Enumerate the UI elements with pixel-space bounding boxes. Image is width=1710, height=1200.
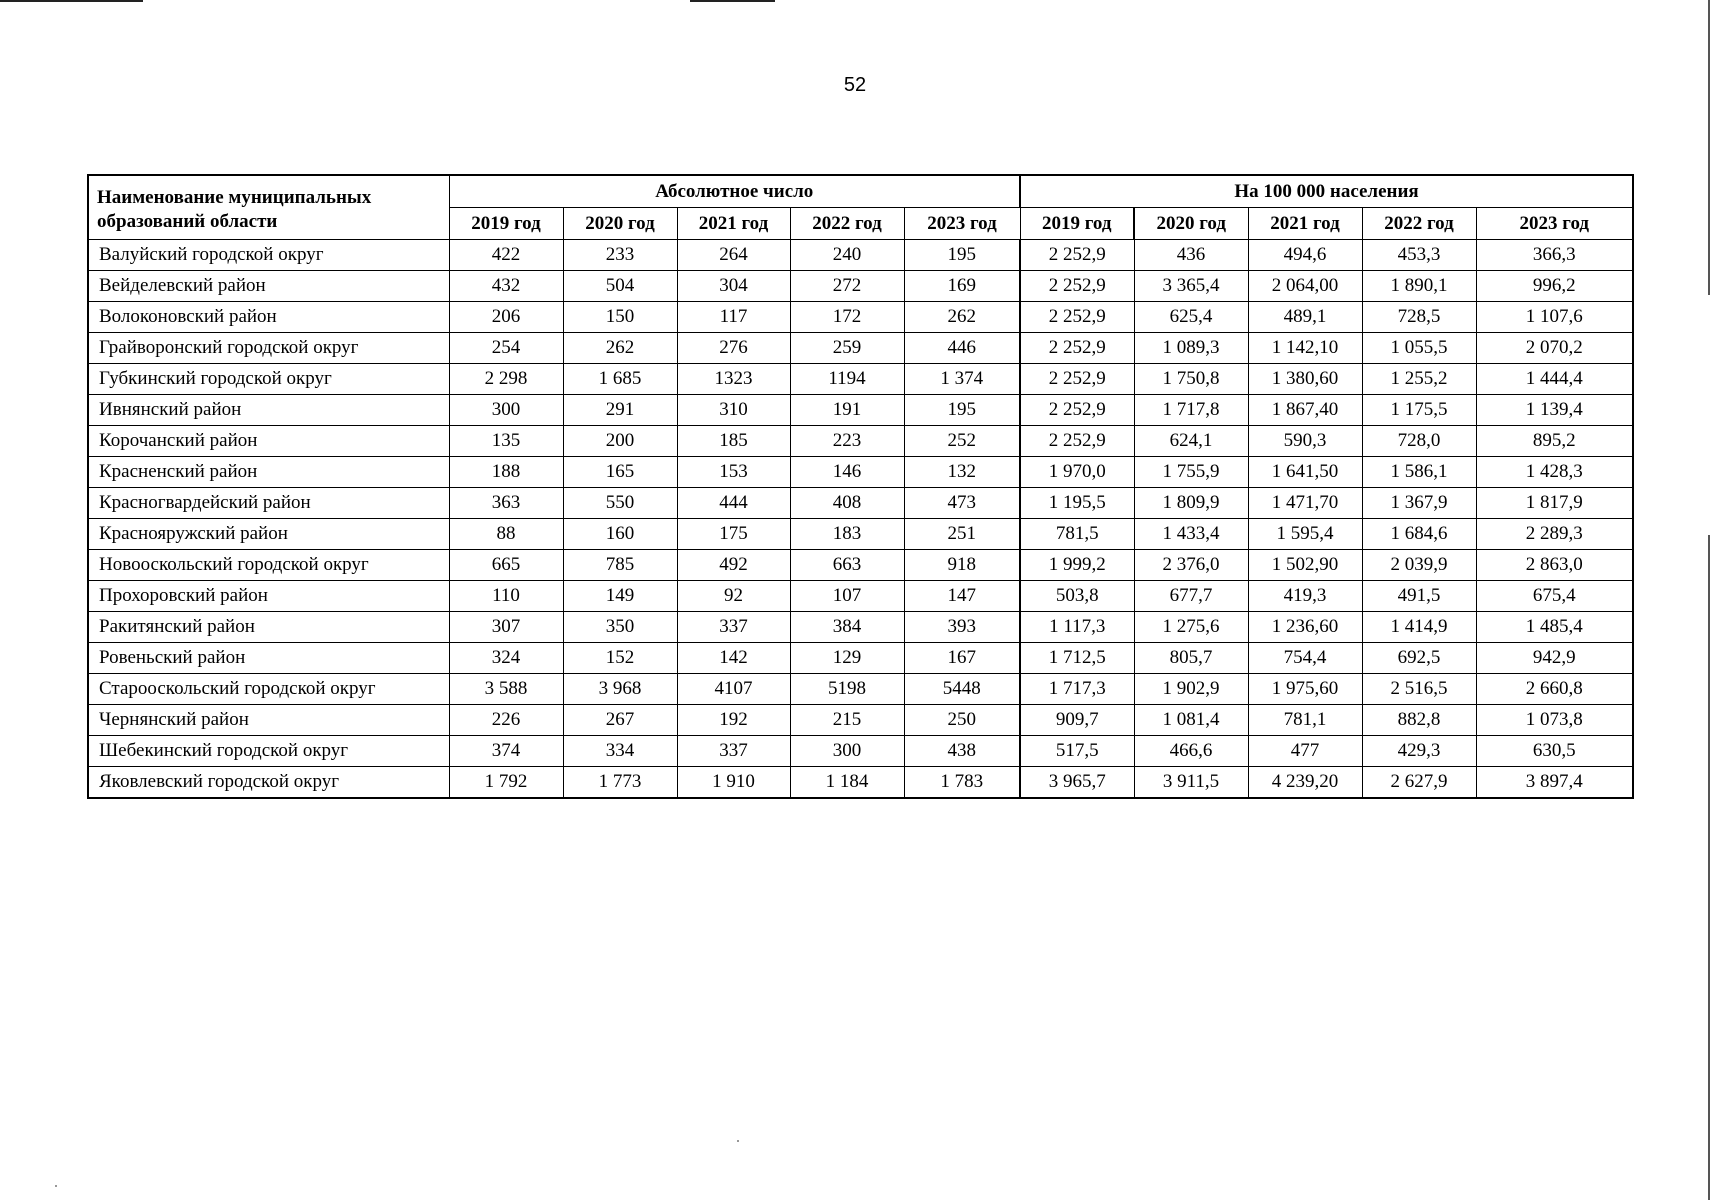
per-100000-value-cell: 2 039,9: [1362, 550, 1476, 581]
per-100000-value-cell: 1 485,4: [1476, 612, 1633, 643]
municipality-name-cell: Чернянский район: [88, 705, 449, 736]
per-100000-value-cell: 781,1: [1248, 705, 1362, 736]
municipality-name-cell: Губкинский городской округ: [88, 364, 449, 395]
absolute-value-cell: 129: [790, 643, 904, 674]
municipality-column-header: Наименование муниципальных образований области: [88, 175, 449, 240]
absolute-value-cell: 1 184: [790, 767, 904, 799]
absolute-value-cell: 304: [677, 271, 790, 302]
municipality-name-cell: Ровеньский район: [88, 643, 449, 674]
absolute-value-cell: 195: [904, 240, 1020, 271]
absolute-value-cell: 5198: [790, 674, 904, 705]
per-100000-value-cell: 1 641,50: [1248, 457, 1362, 488]
per-100000-value-cell: 2 376,0: [1134, 550, 1248, 581]
per-100000-value-cell: 1 902,9: [1134, 674, 1248, 705]
year-header: 2021 год: [677, 208, 790, 240]
absolute-value-cell: 160: [563, 519, 677, 550]
per-100000-value-cell: 1 755,9: [1134, 457, 1248, 488]
absolute-value-cell: 88: [449, 519, 563, 550]
per-100000-value-cell: 996,2: [1476, 271, 1633, 302]
absolute-value-cell: 165: [563, 457, 677, 488]
municipality-name-cell: Вейделевский район: [88, 271, 449, 302]
per-100000-value-cell: 3 897,4: [1476, 767, 1633, 799]
scan-artifact-line: [0, 0, 143, 2]
per-100000-value-cell: 1 586,1: [1362, 457, 1476, 488]
absolute-value-cell: 107: [790, 581, 904, 612]
per-100000-value-cell: 1 175,5: [1362, 395, 1476, 426]
table-row: [88, 364, 1633, 395]
absolute-value-cell: 3 968: [563, 674, 677, 705]
per-100000-value-cell: 1 502,90: [1248, 550, 1362, 581]
absolute-value-cell: 785: [563, 550, 677, 581]
scan-artifact-line: [690, 0, 775, 2]
table-row: [88, 333, 1633, 364]
absolute-value-cell: 215: [790, 705, 904, 736]
absolute-value-cell: 142: [677, 643, 790, 674]
per-100000-value-cell: 909,7: [1020, 705, 1134, 736]
per-100000-value-cell: 1 717,3: [1020, 674, 1134, 705]
absolute-value-cell: 1323: [677, 364, 790, 395]
per-100000-value-cell: 692,5: [1362, 643, 1476, 674]
absolute-value-cell: 251: [904, 519, 1020, 550]
scan-speck: [737, 1140, 739, 1142]
per-100000-value-cell: 489,1: [1248, 302, 1362, 333]
table-row: [88, 767, 1633, 799]
absolute-value-cell: 384: [790, 612, 904, 643]
per-100000-value-cell: 1 717,8: [1134, 395, 1248, 426]
absolute-value-cell: 310: [677, 395, 790, 426]
table-row: [88, 736, 1633, 767]
absolute-value-cell: 240: [790, 240, 904, 271]
absolute-value-cell: 300: [790, 736, 904, 767]
per-100000-value-cell: 625,4: [1134, 302, 1248, 333]
absolute-value-cell: 233: [563, 240, 677, 271]
per-100000-value-cell: 3 965,7: [1020, 767, 1134, 799]
absolute-value-cell: 195: [904, 395, 1020, 426]
absolute-value-cell: 276: [677, 333, 790, 364]
per-100000-value-cell: 677,7: [1134, 581, 1248, 612]
absolute-value-cell: 1 773: [563, 767, 677, 799]
scan-speck: [55, 1185, 57, 1187]
absolute-value-cell: 492: [677, 550, 790, 581]
absolute-value-cell: 438: [904, 736, 1020, 767]
absolute-value-cell: 422: [449, 240, 563, 271]
per-100000-value-cell: 1 195,5: [1020, 488, 1134, 519]
municipality-name-cell: Валуйский городской округ: [88, 240, 449, 271]
per-100000-value-cell: 1 275,6: [1134, 612, 1248, 643]
per-100000-value-cell: 2 660,8: [1476, 674, 1633, 705]
table-row: [88, 674, 1633, 705]
per-100000-value-cell: 2 516,5: [1362, 674, 1476, 705]
per-100000-value-cell: 630,5: [1476, 736, 1633, 767]
municipality-name-cell: Ракитянский район: [88, 612, 449, 643]
absolute-value-cell: 188: [449, 457, 563, 488]
absolute-value-cell: 146: [790, 457, 904, 488]
per-100000-value-cell: 1 236,60: [1248, 612, 1362, 643]
absolute-value-cell: 132: [904, 457, 1020, 488]
year-header: 2023 год: [904, 208, 1020, 240]
absolute-value-cell: 259: [790, 333, 904, 364]
absolute-value-cell: 135: [449, 426, 563, 457]
absolute-value-cell: 1 910: [677, 767, 790, 799]
absolute-value-cell: 252: [904, 426, 1020, 457]
per-100000-value-cell: 1 712,5: [1020, 643, 1134, 674]
per-100000-value-cell: 3 365,4: [1134, 271, 1248, 302]
per-100000-value-cell: 466,6: [1134, 736, 1248, 767]
municipality-name-cell: Краснояружский район: [88, 519, 449, 550]
absolute-value-cell: 264: [677, 240, 790, 271]
absolute-value-cell: 432: [449, 271, 563, 302]
per-100000-value-cell: 436: [1134, 240, 1248, 271]
year-header: 2022 год: [1362, 208, 1476, 240]
absolute-value-cell: 149: [563, 581, 677, 612]
per-100000-value-cell: 1 975,60: [1248, 674, 1362, 705]
municipality-name-cell: Красногвардейский район: [88, 488, 449, 519]
per-100000-value-cell: 805,7: [1134, 643, 1248, 674]
table-row: [88, 581, 1633, 612]
per-100000-value-cell: 2 627,9: [1362, 767, 1476, 799]
municipality-name-cell: Корочанский район: [88, 426, 449, 457]
municipality-name-cell: Грайворонский городской округ: [88, 333, 449, 364]
per-100000-value-cell: 728,0: [1362, 426, 1476, 457]
municipality-name-cell: Шебекинский городской округ: [88, 736, 449, 767]
year-header: 2023 год: [1476, 208, 1633, 240]
absolute-value-cell: 663: [790, 550, 904, 581]
table-row: [88, 519, 1633, 550]
absolute-value-cell: 192: [677, 705, 790, 736]
municipality-name-cell: Красненский район: [88, 457, 449, 488]
absolute-value-cell: 172: [790, 302, 904, 333]
absolute-value-cell: 504: [563, 271, 677, 302]
per-100000-value-cell: 2 289,3: [1476, 519, 1633, 550]
statistics-table: [87, 174, 1634, 799]
per-100000-value-cell: 477: [1248, 736, 1362, 767]
absolute-value-cell: 444: [677, 488, 790, 519]
table-row: [88, 302, 1633, 333]
absolute-value-cell: 153: [677, 457, 790, 488]
absolute-value-cell: 150: [563, 302, 677, 333]
per-100000-value-cell: 1 867,40: [1248, 395, 1362, 426]
per-100000-value-cell: 1 970,0: [1020, 457, 1134, 488]
absolute-value-cell: 334: [563, 736, 677, 767]
municipality-name-cell: Старооскольский городской округ: [88, 674, 449, 705]
absolute-value-cell: 446: [904, 333, 1020, 364]
absolute-value-cell: 147: [904, 581, 1020, 612]
absolute-value-cell: 337: [677, 736, 790, 767]
absolute-value-cell: 200: [563, 426, 677, 457]
group-header-row: [88, 175, 1633, 208]
table-row: [88, 271, 1633, 302]
absolute-value-cell: 152: [563, 643, 677, 674]
per-100000-value-cell: 491,5: [1362, 581, 1476, 612]
per-100000-value-cell: 1 444,4: [1476, 364, 1633, 395]
absolute-value-cell: 183: [790, 519, 904, 550]
per-100000-value-cell: 1 117,3: [1020, 612, 1134, 643]
table-row: [88, 426, 1633, 457]
absolute-value-cell: 350: [563, 612, 677, 643]
table-row: [88, 240, 1633, 271]
absolute-value-cell: 272: [790, 271, 904, 302]
table-row: [88, 643, 1633, 674]
per-100000-value-cell: 1 107,6: [1476, 302, 1633, 333]
per-100000-value-cell: 1 139,4: [1476, 395, 1633, 426]
table-row: [88, 488, 1633, 519]
per-100000-value-cell: 942,9: [1476, 643, 1633, 674]
per-100000-value-cell: 895,2: [1476, 426, 1633, 457]
absolute-value-cell: 2 298: [449, 364, 563, 395]
absolute-value-cell: 250: [904, 705, 1020, 736]
year-header: 2022 год: [790, 208, 904, 240]
per-100000-value-cell: 675,4: [1476, 581, 1633, 612]
absolute-value-cell: 117: [677, 302, 790, 333]
per-100000-value-cell: 1 255,2: [1362, 364, 1476, 395]
per-100000-value-cell: 882,8: [1362, 705, 1476, 736]
per-100000-value-cell: 1 073,8: [1476, 705, 1633, 736]
per-100000-value-cell: 781,5: [1020, 519, 1134, 550]
absolute-value-cell: 1 685: [563, 364, 677, 395]
municipality-name-cell: Волоконовский район: [88, 302, 449, 333]
per-100000-value-cell: 1 433,4: [1134, 519, 1248, 550]
year-header: 2021 год: [1248, 208, 1362, 240]
absolute-value-cell: 337: [677, 612, 790, 643]
per-100000-value-cell: 1 089,3: [1134, 333, 1248, 364]
per-100000-value-cell: 2 252,9: [1020, 426, 1134, 457]
absolute-value-cell: 363: [449, 488, 563, 519]
municipality-name-cell: Ивнянский район: [88, 395, 449, 426]
absolute-value-cell: 473: [904, 488, 1020, 519]
per-100000-value-cell: 1 471,70: [1248, 488, 1362, 519]
page-number: 52: [843, 74, 867, 96]
per-100000-value-cell: 2 252,9: [1020, 364, 1134, 395]
absolute-value-cell: 665: [449, 550, 563, 581]
year-header: 2020 год: [563, 208, 677, 240]
absolute-value-cell: 262: [563, 333, 677, 364]
per-100000-value-cell: 2 252,9: [1020, 333, 1134, 364]
absolute-value-cell: 185: [677, 426, 790, 457]
absolute-value-cell: 374: [449, 736, 563, 767]
per-100000-value-cell: 1 595,4: [1248, 519, 1362, 550]
per-100000-value-cell: 1 428,3: [1476, 457, 1633, 488]
municipality-name-cell: Прохоровский район: [88, 581, 449, 612]
table-row: [88, 550, 1633, 581]
per-100000-value-cell: 1 999,2: [1020, 550, 1134, 581]
per-100000-value-cell: 2 252,9: [1020, 240, 1134, 271]
absolute-value-cell: 1194: [790, 364, 904, 395]
per-100000-value-cell: 3 911,5: [1134, 767, 1248, 799]
per-100000-value-cell: 2 252,9: [1020, 271, 1134, 302]
absolute-value-cell: 4107: [677, 674, 790, 705]
absolute-number-header: Абсолютное число: [449, 175, 1020, 208]
table-row: [88, 395, 1633, 426]
absolute-value-cell: 267: [563, 705, 677, 736]
absolute-value-cell: 92: [677, 581, 790, 612]
per-100000-value-cell: 590,3: [1248, 426, 1362, 457]
year-header: 2019 год: [1020, 208, 1134, 240]
absolute-value-cell: 1 783: [904, 767, 1020, 799]
absolute-value-cell: 408: [790, 488, 904, 519]
absolute-value-cell: 393: [904, 612, 1020, 643]
table-row: [88, 457, 1633, 488]
absolute-value-cell: 254: [449, 333, 563, 364]
absolute-value-cell: 300: [449, 395, 563, 426]
per-100000-value-cell: 2 070,2: [1476, 333, 1633, 364]
absolute-value-cell: 169: [904, 271, 1020, 302]
year-header: 2019 год: [449, 208, 563, 240]
per-100000-value-cell: 1 809,9: [1134, 488, 1248, 519]
per-100000-value-cell: 728,5: [1362, 302, 1476, 333]
per-100000-value-cell: 2 252,9: [1020, 395, 1134, 426]
per-100000-value-cell: 366,3: [1476, 240, 1633, 271]
absolute-value-cell: 5448: [904, 674, 1020, 705]
absolute-value-cell: 206: [449, 302, 563, 333]
absolute-value-cell: 191: [790, 395, 904, 426]
year-header: 2020 год: [1134, 208, 1248, 240]
per-100000-value-cell: 754,4: [1248, 643, 1362, 674]
table-row: [88, 612, 1633, 643]
absolute-value-cell: 307: [449, 612, 563, 643]
per-100000-value-cell: 1 380,60: [1248, 364, 1362, 395]
per-100000-value-cell: 1 055,5: [1362, 333, 1476, 364]
per-100000-value-cell: 624,1: [1134, 426, 1248, 457]
municipality-name-cell: Новооскольский городской округ: [88, 550, 449, 581]
absolute-value-cell: 262: [904, 302, 1020, 333]
per-100000-value-cell: 1 890,1: [1362, 271, 1476, 302]
per-100000-value-cell: 429,3: [1362, 736, 1476, 767]
per-100000-value-cell: 4 239,20: [1248, 767, 1362, 799]
absolute-value-cell: 550: [563, 488, 677, 519]
absolute-value-cell: 291: [563, 395, 677, 426]
per-100000-value-cell: 494,6: [1248, 240, 1362, 271]
per-100000-value-cell: 1 414,9: [1362, 612, 1476, 643]
municipality-name-cell: Яковлевский городской округ: [88, 767, 449, 799]
absolute-value-cell: 175: [677, 519, 790, 550]
absolute-value-cell: 324: [449, 643, 563, 674]
per-100000-value-cell: 1 817,9: [1476, 488, 1633, 519]
absolute-value-cell: 918: [904, 550, 1020, 581]
absolute-value-cell: 223: [790, 426, 904, 457]
per-100000-value-cell: 1 750,8: [1134, 364, 1248, 395]
per-100000-value-cell: 453,3: [1362, 240, 1476, 271]
per-100000-value-cell: 1 367,9: [1362, 488, 1476, 519]
per-100000-value-cell: 1 142,10: [1248, 333, 1362, 364]
absolute-value-cell: 226: [449, 705, 563, 736]
per-100000-value-cell: 1 081,4: [1134, 705, 1248, 736]
per-100000-value-cell: 503,8: [1020, 581, 1134, 612]
per-100000-value-cell: 2 252,9: [1020, 302, 1134, 333]
per-100000-value-cell: 517,5: [1020, 736, 1134, 767]
absolute-value-cell: 1 792: [449, 767, 563, 799]
table-row: [88, 705, 1633, 736]
absolute-value-cell: 167: [904, 643, 1020, 674]
per-100000-value-cell: 419,3: [1248, 581, 1362, 612]
absolute-value-cell: 3 588: [449, 674, 563, 705]
absolute-value-cell: 1 374: [904, 364, 1020, 395]
per-100000-value-cell: 2 863,0: [1476, 550, 1633, 581]
per-100000-value-cell: 2 064,00: [1248, 271, 1362, 302]
absolute-value-cell: 110: [449, 581, 563, 612]
table-body: [88, 240, 1633, 799]
per-100000-value-cell: 1 684,6: [1362, 519, 1476, 550]
per-100000-header: На 100 000 населения: [1020, 175, 1633, 208]
